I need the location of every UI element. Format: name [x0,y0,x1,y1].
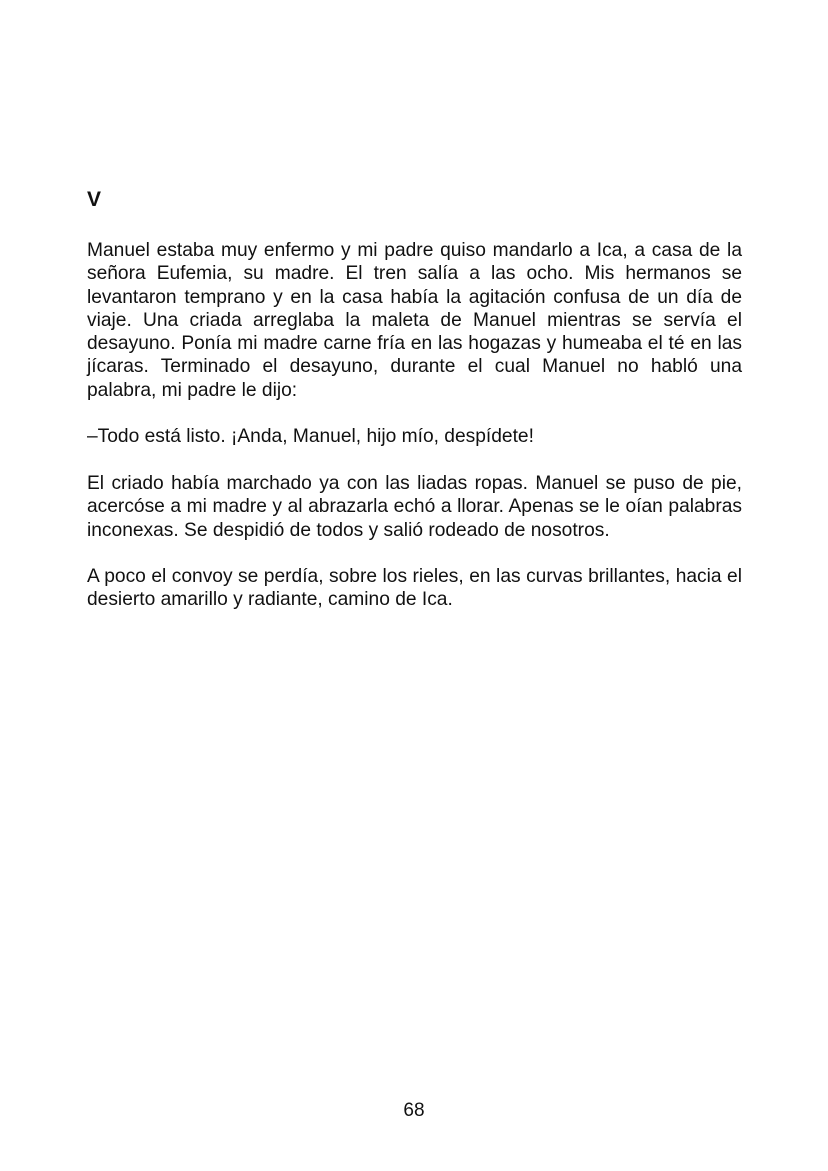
page-body [87,185,742,635]
paragraph: A poco el convoy se perdía, sobre los rieles, en las curvas brillantes, hacia el desierto amarillo y radiante, camino de Ica. [87,566,742,611]
chapter-heading: V [87,188,102,211]
paragraph: Manuel estaba muy enfermo y mi padre quiso mandarlo a Ica, a casa de la señora Eufemia, su madre. El tren salía a las ocho. Mis hermanos se levantaron temprano y en la casa había la agitación confusa de un día de viaje. Una criada arreglaba la maleta de Manuel mientras se servía el desayuno. Ponía mi madre carne fría en las hogazas y humeaba el té en las jícaras. Terminado el desayuno, durante el cual Manuel no habló una palabra, mi padre le dijo: [87,240,742,401]
paragraph: –Todo está listo. ¡Anda, Manuel, hijo mío, despídete! [87,426,534,448]
paragraph: El criado había marchado ya con las liadas ropas. Manuel se puso de pie, acercóse a mi madre y al abrazarla echó a llorar. Apenas se le oían palabras inconexas. Se despidió de todos y salió rodeado de nosotros. [87,472,742,541]
page-number: 68 [403,1100,425,1121]
